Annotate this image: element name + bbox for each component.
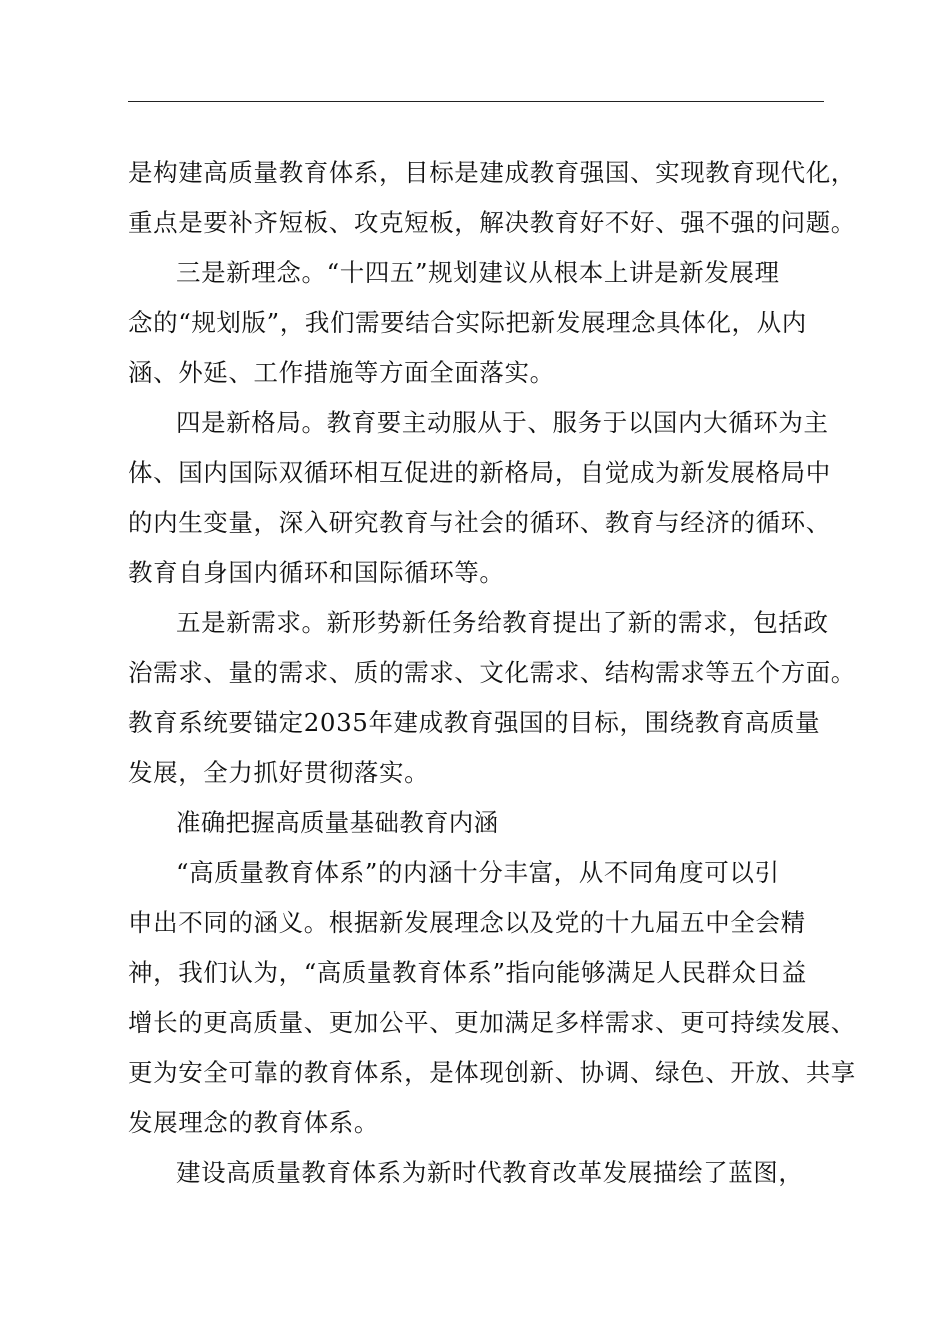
text-line: 发展，全力抓好贯彻落实。 — [128, 758, 430, 787]
text-line: 教育系统要锚定2035年建成教育强国的目标，围绕教育高质量 — [128, 708, 821, 737]
text-line: 念的“规划版”，我们需要结合实际把新发展理念具体化，从内 — [128, 308, 807, 337]
text-line: 增长的更高质量、更加公平、更加满足多样需求、更可持续发展、 — [128, 1008, 856, 1037]
text-line: 治需求、量的需求、质的需求、文化需求、结构需求等五个方面。 — [128, 658, 856, 687]
text-line: 是构建高质量教育体系，目标是建成教育强国、实现教育现代化， — [128, 158, 856, 187]
text-line: 涵、外延、工作措施等方面全面落实。 — [128, 358, 555, 387]
paragraph-start-line: 三是新理念。“十四五”规划建议从根本上讲是新发展理 — [176, 258, 780, 287]
paragraph-start-line: “高质量教育体系”的内涵十分丰富，从不同角度可以引 — [176, 858, 780, 887]
text-line: 重点是要补齐短板、攻克短板，解决教育好不好、强不强的问题。 — [128, 208, 856, 237]
section-heading: 准确把握高质量基础教育内涵 — [176, 808, 499, 837]
paragraph-start-line: 五是新需求。新形势新任务给教育提出了新的需求，包括政 — [176, 608, 829, 637]
text-line: 教育自身国内循环和国际循环等。 — [128, 558, 505, 587]
header-rule — [128, 101, 824, 102]
paragraph-start-line: 四是新格局。教育要主动服从于、服务于以国内大循环为主 — [176, 408, 829, 437]
text-line: 体、国内国际双循环相互促进的新格局，自觉成为新发展格局中 — [128, 458, 831, 487]
text-line: 的内生变量，深入研究教育与社会的循环、教育与经济的循环、 — [128, 508, 831, 537]
text-line: 神，我们认为，“高质量教育体系”指向能够满足人民群众日益 — [128, 958, 807, 987]
text-line: 申出不同的涵义。根据新发展理念以及党的十九届五中全会精 — [128, 908, 806, 937]
text-line: 更为安全可靠的教育体系，是体现创新、协调、绿色、开放、共享 — [128, 1058, 856, 1087]
text-line: 发展理念的教育体系。 — [128, 1108, 379, 1137]
paragraph-start-line: 建设高质量教育体系为新时代教育改革发展描绘了蓝图， — [176, 1158, 804, 1187]
